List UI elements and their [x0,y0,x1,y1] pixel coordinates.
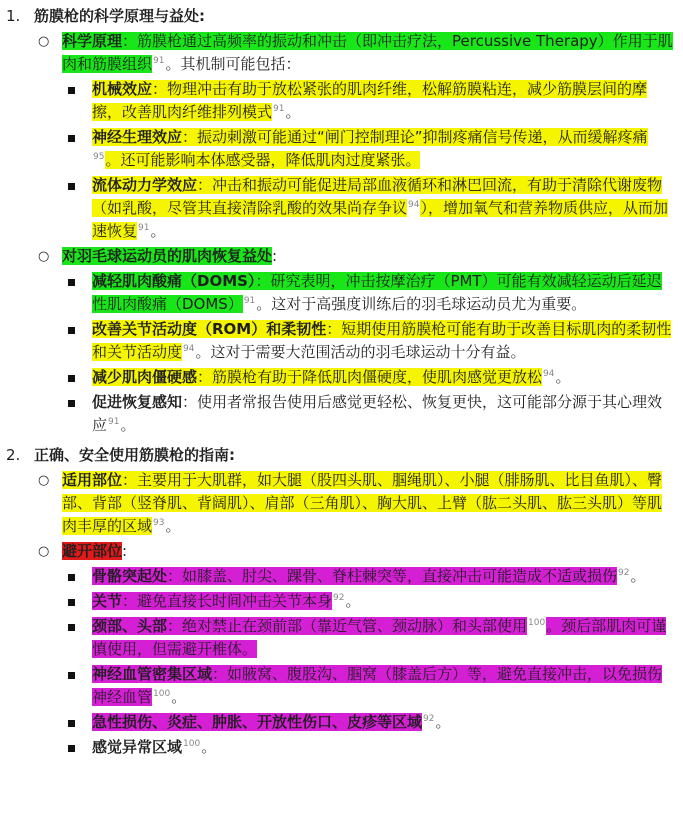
citation[interactable]: 100 [183,739,201,749]
citation[interactable]: 92 [618,568,630,578]
square-bullet-icon [68,183,75,190]
item-body: ：筋膜枪通过高频率的振动和冲击（即冲击疗法，Percussive Therapy）作用于肌肉和筋膜组织 [62,32,673,73]
circle-bullet-icon: ○ [38,473,50,488]
square-bullet-icon [68,745,75,752]
section-title: 正确、安全使用筋膜枪的指南 [34,446,230,464]
citation[interactable]: 100 [153,689,171,699]
item-body: ：短期使用筋膜枪可能有助于改善目标肌肉的柔韧性和关节活动度 [92,320,672,361]
list-item: 关节：避免直接长时间冲击关节本身$^{92}$。 [6,590,675,613]
citation[interactable]: 100 [528,618,546,628]
item-body: ：如腋窝、腹股沟、腘窝（膝盖后方）等，避免直接冲击，以免损伤神经血管 [92,665,663,706]
badminton-benefits-item: ○ 对羽毛球运动员的肌肉恢复益处: [6,245,675,268]
item-label: 科学原理 [62,32,123,50]
citation[interactable]: 92 [333,593,345,603]
item-body: ：冲击和振动可能促进局部血液循环和淋巴回流，有助于清除代谢废物（如乳酸，尽管其直接清除乳酸的效果尚存争议 [92,176,663,217]
item-body: ：如膝盖、肘尖、踝骨、脊柱棘突等，直接冲击可能造成不适或损伤 [167,567,618,585]
section-number: 2. [6,446,21,464]
square-bullet-icon [68,327,75,334]
item-body: ：主要用于大肌群，如大腿（股四头肌、腘绳肌）、小腿（腓肠肌、比目鱼肌）、臀部、背部（竖脊肌、背阔肌）、肩部（三角肌）、胸大肌、上臂（肱二头肌、肱三头肌）等肌肉丰厚的区域 [62,471,663,535]
item-body: ：避免直接长时间冲击关节本身 [122,592,333,610]
item-body: ：研究表明，冲击按摩治疗（PMT）可能有效减轻运动后延迟性肌肉酸痛（DOMS） [92,272,662,313]
item-body: ：绝对禁止在颈前部（靠近气管、颈动脉）和头部使用 [167,617,528,635]
avoid-areas-item: ○ 避开部位: [6,540,675,563]
list-item: 急性损伤、炎症、肿胀、开放性伤口、皮疹等区域$^{92}$。 [6,711,675,734]
citation[interactable]: 95 [93,152,105,162]
item-body: ：使用者常报告使用后感觉更轻松、恢复更快，这可能部分源于其心理效应 [92,393,663,434]
item-label: 神经生理效应 [92,128,183,146]
item-label: 适用部位 [62,471,123,489]
applicable-areas-item: ○ 适用部位：主要用于大肌群，如大腿（股四头肌、腘绳肌）、小腿（腓肠肌、比目鱼肌）、臀部、背部（竖脊肌、背阔肌）、肩部（三角肌）、胸大肌、上臂（肱二头肌、肱三头肌）等肌肉丰厚的区域$^{93}$。 [38,471,663,535]
list-item: 减少肌肉僵硬感：筋膜枪有助于降低肌肉僵硬度，使肌肉感觉更放松$^{94}$。 [6,366,675,389]
item-label: 感觉异常区域 [92,738,183,756]
item-label: 机械效应 [92,80,153,98]
item-body: ：筋膜枪有助于降低肌肉僵硬度，使肌肉感觉更放松 [197,368,543,386]
circle-bullet-icon: ○ [38,34,50,49]
square-bullet-icon [68,720,75,727]
list-item: 颈部、头部：绝对禁止在颈前部（靠近气管、颈动脉）和头部使用$^{100}$。颈后部肌肉可谨慎使用，但需避开椎体。 [6,615,675,661]
square-bullet-icon [68,672,75,679]
item-label: 促进恢复感知 [92,393,183,411]
list-item: 流体动力学效应：冲击和振动可能促进局部血液循环和淋巴回流，有助于清除代谢废物（如乳酸，尽管其直接清除乳酸的效果尚存争议$^{94}$），增加氧气和营养物质供应，从而加速恢复$^{91}$。 [6,174,675,243]
square-bullet-icon [68,574,75,581]
citation[interactable]: 91 [243,296,256,306]
list-item: 骨骼突起处：如膝盖、肘尖、踝骨、脊柱棘突等，直接冲击可能造成不适或损伤$^{92}$。 [6,565,675,588]
citation[interactable]: 91 [108,417,120,427]
square-bullet-icon [68,400,75,407]
item-label: 减轻肌肉酸痛（DOMS） [92,272,256,290]
citation[interactable]: 94 [183,344,195,354]
square-bullet-icon [68,624,75,631]
section-2-heading: 2. 正确、安全使用筋膜枪的指南: [6,443,675,467]
item-label: 避开部位 [62,542,123,560]
item-body: ：振动刺激可能通过“闸门控制理论”抑制疼痛信号传递，从而缓解疼痛 [182,128,648,146]
square-bullet-icon [68,599,75,606]
square-bullet-icon [68,375,75,382]
citation[interactable]: 91 [153,56,165,66]
item-label: 急性损伤、炎症、肿胀、开放性伤口、皮疹等区域 [92,713,423,731]
item-label: 骨骼突起处 [92,567,168,585]
item-label: 改善关节活动度（ROM）和柔韧性 [92,320,327,338]
citation[interactable]: 93 [153,518,165,528]
citation[interactable]: 92 [423,714,435,724]
square-bullet-icon [68,135,75,142]
item-body: ：物理冲击有助于放松紧张的肌肉纤维，松解筋膜粘连，减少筋膜层间的摩擦，改善肌肉纤维排列模式 [92,80,648,121]
list-item: 机械效应：物理冲击有助于放松紧张的肌肉纤维，松解筋膜粘连，减少筋膜层间的摩擦，改善肌肉纤维排列模式$^{91}$。 [6,78,675,124]
circle-bullet-icon: ○ [38,544,50,559]
section-1-heading: 1. 筋膜枪的科学原理与益处: [6,4,675,28]
section-number: 1. [6,7,21,25]
science-principle-item: ○ 科学原理：筋膜枪通过高频率的振动和冲击（即冲击疗法，Percussive Therapy）作用于肌肉和筋膜组织$^{91}$。其机制可能包括： [38,32,673,73]
list-item: 感觉异常区域$^{100}$。 [6,736,675,759]
citation[interactable]: 91 [273,104,285,114]
item-label: 关节 [92,592,123,610]
section-title: 筋膜枪的科学原理与益处 [34,7,200,25]
list-item: 改善关节活动度（ROM）和柔韧性：短期使用筋膜枪可能有助于改善目标肌肉的柔韧性和关节活动度$^{94}$。这对于需要大范围活动的羽毛球运动十分有益。 [6,318,675,364]
list-item: 促进恢复感知：使用者常报告使用后感觉更轻松、恢复更快，这可能部分源于其心理效应$^{91}$。 [6,391,675,437]
circle-bullet-icon: ○ [38,249,50,264]
square-bullet-icon [68,279,75,286]
item-label: 颈部、头部 [92,617,168,635]
citation[interactable]: 91 [138,223,150,233]
item-label: 神经血管密集区域 [92,665,213,683]
list-item: 神经生理效应：振动刺激可能通过“闸门控制理论”抑制疼痛信号传递，从而缓解疼痛$^{95}$。还可能影响本体感受器，降低肌肉过度紧张。 [6,126,675,172]
item-label: 对羽毛球运动员的肌肉恢复益处 [62,247,273,265]
item-label: 减少肌肉僵硬感 [92,368,198,386]
list-item: 神经血管密集区域：如腋窝、腹股沟、腘窝（膝盖后方）等，避免直接冲击，以免损伤神经血管$^{100}$。 [6,663,675,709]
citation[interactable]: 94 [408,200,420,210]
square-bullet-icon [68,87,75,94]
citation[interactable]: 94 [543,369,555,379]
list-item: 减轻肌肉酸痛（DOMS）：研究表明，冲击按摩治疗（PMT）可能有效减轻运动后延迟性肌肉酸痛（DOMS）$^{91}$。这对于高强度训练后的羽毛球运动员尤为重要。 [6,270,675,316]
item-label: 流体动力学效应 [92,176,198,194]
